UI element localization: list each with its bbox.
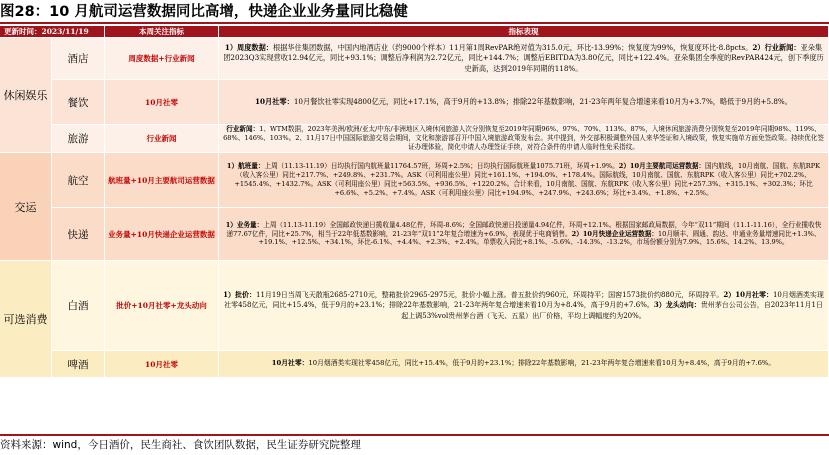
dining-retail-text: 10月餐饮社零实现4800亿元，同比+17.1%，高于9月的+13.8%；排除22年基数影响，21-23年两年复合增速来看10月为+3.7%，略低于9月的+5.8%。 (293, 96, 792, 106)
header-update-time: 更新时间：2023/11/19 (0, 26, 105, 38)
hotel-weekly-text: 根据华住集团数据，中国内地酒店业（约9000个样本）11月第1周RevPAR绝对值为315.0元，环比-13.99%；恢复度为99%，恢复度环比-8.8pcts。 (273, 43, 753, 53)
express-company-text: 10月顺丰、圆通、韵达、申通业务量增速同比+1.3%、+19.1%、+12.5%、+34.1%，环比-6.1%、+4.4%、+2.3%、+2.4%。单票收入同比+8.1%、-5.6%、-14.3%、-13.2%，市场份额分别为7.9%、15.6%、14.2%、13.9%。 (258, 229, 821, 247)
baijiu-leader-label: 3）龙头动向： (653, 300, 701, 310)
hotel-news-label: 2）行业新闻： (752, 43, 801, 53)
aviation-flights-label: 1）航班量： (226, 162, 265, 171)
aviation-airline-text: 国内航线，10月南航、国航、东航RPK（收入客公里）同比+217.7%、+249.8%、+231.7%。ASK（可利用座公里）同比+161.1%、+194.0%、+178.4%。国际航线，10月南航、国航、东航RPK（收入客公里）同比+702.2%、+1545.4%、+1432.7%。ASK（可利用座公里）同比+563.5%、+936.5%、+1220.2%。合计来看，10月南航、国航、东航RPK（收入客公里）同比+257.3%、+315.1%、+302.3%；环比+6.6%、+5.2%、+7.4%。ASK（可利用座公里）同比+194.9%、+247.9%、+243.6%；环比+3.4%、+1.8%、+2.5%。 (234, 162, 821, 197)
baijiu-retail-label: 2）10月社零： (723, 290, 773, 300)
row-aviation-label: 航空 (52, 153, 105, 208)
baijiu-price-label: 1）批价： (223, 290, 256, 300)
baijiu-price-text: 11月19日当周飞天散瓶2685-2710元，整箱批价2965-2975元，批价小幅上涨。普五批价约960元，环周持平；国窖1573批价约880元，环周持平。 (255, 291, 724, 300)
header-focus-indicator: 本周关注指标 (105, 26, 219, 38)
row-aviation-tag: 航班量+10月主要航司运营数据 (105, 153, 219, 208)
row-hotel-description (219, 38, 829, 80)
row-dining-tag: 10月社零 (105, 80, 219, 125)
express-volume-label: 1）业务量： (225, 220, 264, 229)
travel-news-text: 1、WTM数据，2023年美洲/欧洲/亚太/中东/非洲地区入境休闲旅游人次分别恢复至2019年同期96%、97%、70%、113%、87%，入境休闲旅游消费分别恢复至2019年同期98%、119%、68%、146%、103%。2、11月17日中国国际旅游交易会期间，文化和旅游部召开中国入境旅游政策发布会。其中提到，外交部积极调整外国人来华签证和入境政策，恢复实施单方面免签政策。持续优化签证办理体验，简化申请人办理签证手续，对符合条件的申请人临时性免采指纹。 (223, 125, 824, 151)
category-transport: 交运 (0, 153, 52, 261)
row-baijiu-label: 白酒 (52, 261, 105, 351)
row-aviation-description (219, 153, 829, 208)
aviation-flights-text: 上周（11.13-11.19）日均执行国内航班量11764.57班，环周+2.5%；日均执行国际航班量1075.71班，环周+1.9%。 (264, 162, 619, 171)
baijiu-leader-text: 贵州茅台公司公告，自2023年11月1日起上调53%vol贵州茅台酒（飞天、五星）出厂价格，平均上调幅度约为20%。 (401, 301, 823, 320)
category-leisure: 休闲娱乐 (0, 38, 52, 153)
baijiu-retail-text: 10月烟酒类实现社零458亿元，同比+15.4%，低于9月的+23.1%；排除22年基数影响，21-23年两年复合增速来看10月为+8.4%，高于9月的+7.6%。 (224, 291, 824, 310)
row-travel-description (219, 125, 829, 153)
hotel-weekly-label: 1）周度数据： (224, 43, 273, 53)
row-travel-tag: 行业新闻 (105, 125, 219, 153)
figure-title: 图28：10 月航司运营数据同比高增，快递企业业务量同比稳健 (0, 0, 829, 24)
beer-retail-label: 10月社零： (271, 359, 309, 368)
travel-news-label: 行业新闻： (226, 125, 260, 134)
row-travel-label: 旅游 (52, 125, 105, 153)
row-beer-label: 啤酒 (52, 351, 105, 378)
row-dining-label: 餐饮 (52, 80, 105, 125)
header-indicator-performance: 指标表现 (219, 26, 829, 38)
row-beer-tag: 10月社零 (105, 351, 219, 378)
row-express-tag: 业务量+10月快递企业运营数据 (105, 208, 219, 261)
category-optional: 可选消费 (0, 261, 52, 378)
row-baijiu-tag: 批价+10月社零+龙头动向 (105, 261, 219, 351)
hotel-news-text: 亚朵集团2023Q3实现营收12.94亿元，同比+93.1%；调整后净利润为2.72亿元，同比+144.7%；调整后EBITDA为3.80亿元，同比+122.4%。亚朵集团全季度的RevPAR424元，创下季度历史新高，达到2019年同期的118%。 (223, 43, 824, 73)
row-express-label: 快递 (52, 208, 105, 261)
row-express-description (219, 208, 829, 261)
row-beer-description (219, 351, 829, 378)
dining-retail-label: 10月社零： (255, 96, 294, 106)
express-company-label: 2）10月快递企业运营数据： (571, 229, 658, 238)
row-baijiu-description (219, 261, 829, 351)
data-table (0, 26, 829, 433)
source-note: 资料来源：wind，今日酒价，民生商社、食饮团队数据，民生证券研究院整理 (0, 434, 829, 455)
row-dining-description (219, 80, 829, 125)
express-volume-text: 上周（11.13-11.19）全国邮政快递日揽收量4.48亿件，环周-8.6%；全国邮政快递日投递量4.94亿件，环周+12.1%。根据国家邮政局数据，今年“双11”期间（11.1-11.16），全行业揽收快递77.67亿件，同比+25.7%，相当于22年低基数影响，21-23年“双11”2年复合增速为+6.9%，表现优于电商销售。 (226, 220, 822, 238)
beer-retail-text: 10月烟酒类实现社零458亿元，同比+15.4%，低于9月的+23.1%；排除22年基数影响，21-23年两年复合增速来看10月为+8.4%，高于9月的+7.6%。 (308, 359, 776, 368)
row-hotel-label: 酒店 (52, 38, 105, 80)
aviation-airline-label: 2）10月主要航司运营数据： (618, 162, 706, 171)
row-hotel-tag: 周度数据+行业新闻 (105, 38, 219, 80)
